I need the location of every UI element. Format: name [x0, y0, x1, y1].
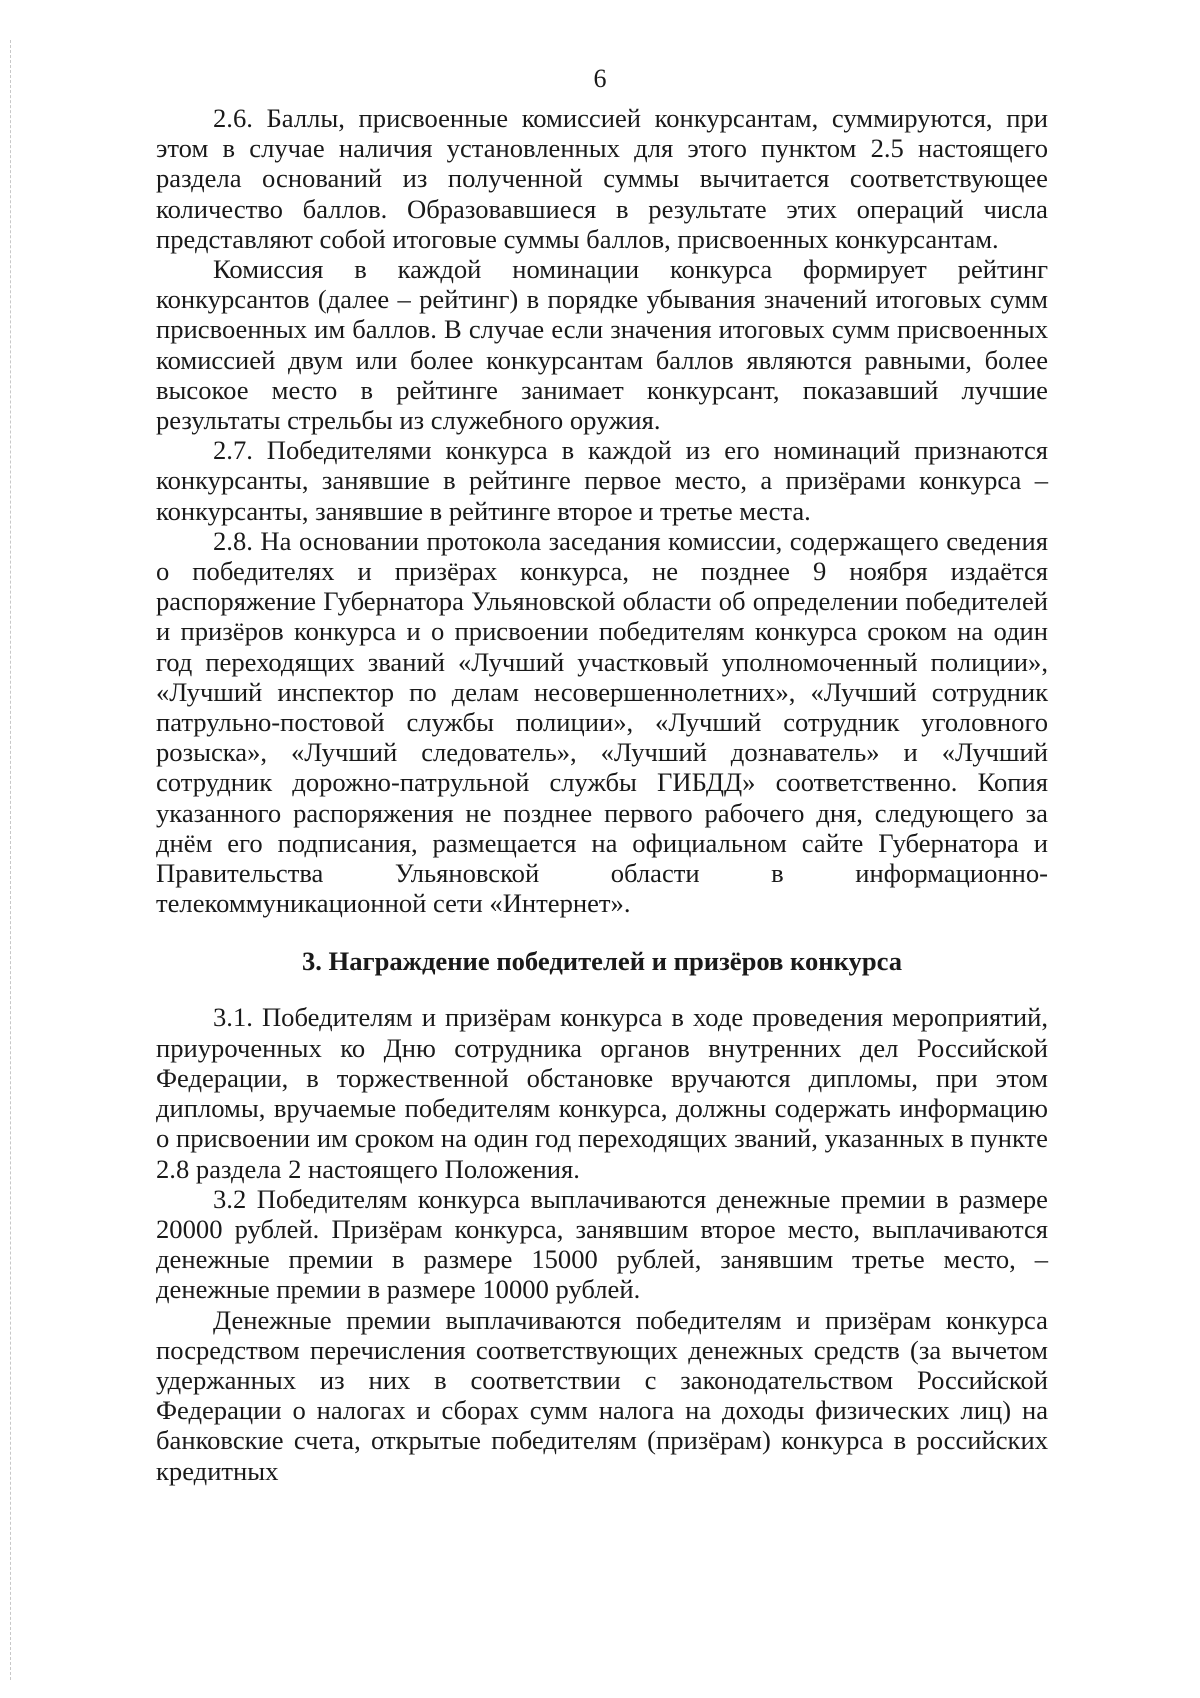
paragraph-2-8: 2.8. На основании протокола заседания комиссии, содержащего сведения о победителях и призёрах конкурса, не позднее 9 ноября издаётся распоряжение Губернатора Ульяновской области об определении победителей и призёров конкурса и о присвоении победителям конкурса сроком на один год переходящих званий «Лучший участковый уполномоченный полиции», «Лучший инспектор по делам несовершеннолетних», «Лучший сотрудник патрульно-постовой службы полиции», «Лучший сотрудник уголовного розыска», «Лучший следователь», «Лучший дознаватель» и «Лучший сотрудник дорожно-патрульной службы ГИБДД» соответственно. Копия указанного распоряжения не позднее первого рабочего дня, следующего за днём его подписания, размещается на официальном сайте Губернатора и Правительства Ульяновской области в информационно-телекоммуникационной сети «Интернет». [156, 525, 1048, 919]
scan-edge-line [10, 40, 11, 1680]
paragraph-2-7: 2.7. Победителями конкурса в каждой из его номинаций признаются конкурсанты, занявшие в рейтинге первое место, а призёрами конкурса – конкурсанты, занявшие в рейтинге второе и третье места. [156, 435, 1048, 526]
document-body [156, 103, 1048, 1486]
paragraph-3-2: 3.2 Победителям конкурса выплачиваются денежные премии в размере 20000 рублей. Призёрам конкурса, занявшим второе место, выплачиваются денежные премии в размере 15000 рублей, занявшим третье место, – денежные премии в размере 10000 рублей. [156, 1183, 1048, 1305]
paragraph-3-1: 3.1. Победителям и призёрам конкурса в ходе проведения мероприятий, приуроченных ко Дню сотрудника органов внутренних дел Российской Федерации, в торжественной обстановке вручаются дипломы, при этом дипломы, вручаемые победителям конкурса, должны содержать информацию о присвоении им сроком на один год переходящих званий, указанных в пункте 2.8 раздела 2 настоящего Положения. [156, 1002, 1048, 1184]
paragraph-rating: Комиссия в каждой номинации конкурса формирует рейтинг конкурсантов (далее – рейтинг) в порядке убывания значений итоговых сумм присвоенных им баллов. В случае если значения итоговых сумм присвоенных комиссией двум или более конкурсантам баллов являются равными, более высокое место в рейтинге занимает конкурсант, показавший лучшие результаты стрельбы из служебного оружия. [156, 254, 1048, 436]
paragraph-2-6: 2.6. Баллы, присвоенные комиссией конкурсантам, суммируются, при этом в случае наличия установленных для этого пунктом 2.5 настоящего раздела оснований из полученной суммы вычитается соответствующее количество баллов. Образовавшиеся в результате этих операций числа представляют собой итоговые суммы баллов, присвоенных конкурсантам. [156, 103, 1048, 254]
section-heading: 3. Награждение победителей и призёров конкурса [301, 946, 903, 977]
paragraph-payment: Денежные премии выплачиваются победителям и призёрам конкурса посредством перечисления соответствующих денежных средств (за вычетом удержанных из них в соответствии с законодательством Российской Федерации о налогах и сборах сумм налога на доходы физических лиц) на банковские счета, открытые победителям (призёрам) конкурса в российских кредитных [156, 1304, 1048, 1486]
page-number: 6 [593, 64, 607, 93]
